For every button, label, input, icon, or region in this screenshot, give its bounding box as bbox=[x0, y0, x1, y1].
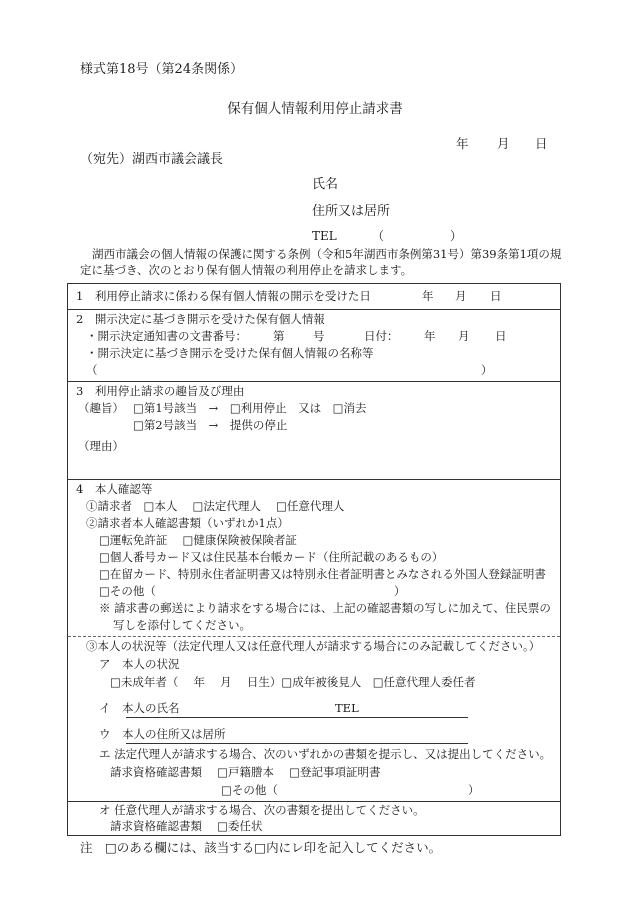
divider bbox=[68, 636, 560, 637]
status-label: ③本人の状況等（法定代理人又は任意代理人が請求する場合にのみ記載してください。） bbox=[86, 639, 541, 653]
doc-number-go: 号 bbox=[313, 329, 325, 343]
status-i-tel: TEL bbox=[335, 701, 359, 715]
intro-paragraph: 湖西市議会の個人情報の保護に関する条例（令和5年湖西市条例第31号）第39条第1項の規定に基づき、次のとおり保有個人情報の利用停止を請求します。 bbox=[80, 247, 562, 277]
section1-label: 1 利用停止請求に係わる保有個人情報の開示を受けた日 bbox=[76, 289, 371, 303]
divider bbox=[68, 801, 560, 802]
mail-note-line-1: ※ 請求書の郵送により請求をする場合には、上記の確認書類の写しに加えて、住民票の bbox=[99, 601, 551, 615]
doc-date-year: 年 bbox=[424, 329, 436, 343]
tel-close-paren: ） bbox=[450, 229, 463, 243]
id-doc-1: □運転免許証 □健康保険被保険者証 bbox=[99, 533, 297, 547]
doc-number-dai: 第 bbox=[273, 329, 285, 343]
doc-date-label: 日付： bbox=[364, 329, 399, 343]
divider bbox=[68, 381, 560, 382]
status-a-options: □未成年者（ 年 月 日生）□成年被後見人 □任意代理人委任者 bbox=[110, 675, 476, 689]
name-label: 氏名 bbox=[312, 177, 339, 192]
doc-date-day: 日 bbox=[495, 329, 507, 343]
id-doc-3: □在留カード、特別永住者証明書又は特別永住者証明書とみなされる外国人登録証明書 bbox=[99, 567, 546, 581]
id-docs-label: ②請求者本人確認書類（いずれか1点） bbox=[86, 516, 289, 530]
status-i-label: イ 本人の氏名 bbox=[99, 701, 180, 715]
status-e-label: エ 法定代理人が請求する場合、次のいずれかの書類を提示し、又は提出してください。 bbox=[99, 747, 552, 761]
status-a-label: ア 本人の状況 bbox=[99, 657, 180, 671]
section1-month: 月 bbox=[455, 289, 467, 303]
date-year: 年 bbox=[456, 136, 469, 151]
divider bbox=[68, 479, 560, 480]
section1-year: 年 bbox=[422, 289, 434, 303]
id-doc-other-close: ） bbox=[394, 584, 406, 598]
section2-label: 2 開示決定に基づき開示を受けた保有個人情報 bbox=[76, 312, 325, 326]
document-title: 保有個人情報利用停止請求書 bbox=[227, 101, 403, 117]
status-o-label: オ 任意代理人が請求する場合、次の書類を提出してください。 bbox=[99, 803, 425, 817]
purpose-label: （趣旨） bbox=[78, 401, 124, 415]
underline bbox=[126, 743, 468, 744]
mail-note-line-2: 写しを添付してください。 bbox=[113, 618, 251, 632]
underline bbox=[126, 717, 468, 718]
date-day: 日 bbox=[535, 136, 548, 151]
tel-open-paren: （ bbox=[372, 229, 385, 243]
status-e-other: □その他（ bbox=[221, 783, 278, 797]
purpose-option-1: □第1号該当 → □利用停止 又は □消去 bbox=[133, 401, 367, 415]
status-e-docs: 請求資格確認書類 □戸籍謄本 □登記事項証明書 bbox=[110, 765, 381, 779]
request-table bbox=[67, 283, 561, 836]
id-doc-2: □個人番号カード又は住民基本台帳カード（住所記載のあるもの） bbox=[99, 550, 444, 564]
form-number: 様式第18号（第24条関係） bbox=[80, 62, 244, 77]
disclosed-info-name-label: ・開示決定に基づき開示を受けた保有個人情報の名称等 bbox=[86, 346, 374, 360]
status-o-docs: 請求資格確認書類 □委任状 bbox=[110, 819, 263, 833]
date-month: 月 bbox=[497, 136, 510, 151]
status-e-other-close: ） bbox=[468, 783, 480, 797]
requester-type: ①請求者 □本人 □法定代理人 □任意代理人 bbox=[86, 499, 345, 513]
tel-label: TEL bbox=[312, 229, 337, 243]
address-label: 住所又は居所 bbox=[312, 204, 391, 219]
section3-label: 3 利用停止請求の趣旨及び理由 bbox=[76, 384, 245, 398]
divider bbox=[68, 309, 560, 310]
doc-date-month: 月 bbox=[458, 329, 470, 343]
status-u-label: ウ 本人の住所又は居所 bbox=[99, 727, 226, 741]
footer-note: 注 □のある欄には、該当する□内にレ印を記入してください。 bbox=[80, 840, 442, 855]
disclosed-info-open-paren: （ bbox=[86, 363, 98, 377]
addressee: （宛先）湖西市議会議長 bbox=[80, 152, 224, 167]
reason-label: （理由） bbox=[78, 439, 124, 453]
section4-label: 4 本人確認等 bbox=[76, 482, 153, 496]
section1-day: 日 bbox=[490, 289, 502, 303]
id-doc-other: □その他（ bbox=[99, 584, 156, 598]
doc-number-label: ・開示決定通知書の文書番号： bbox=[86, 329, 247, 343]
purpose-option-2: □第2号該当 → 提供の停止 bbox=[133, 418, 288, 432]
disclosed-info-close-paren: ） bbox=[481, 363, 493, 377]
